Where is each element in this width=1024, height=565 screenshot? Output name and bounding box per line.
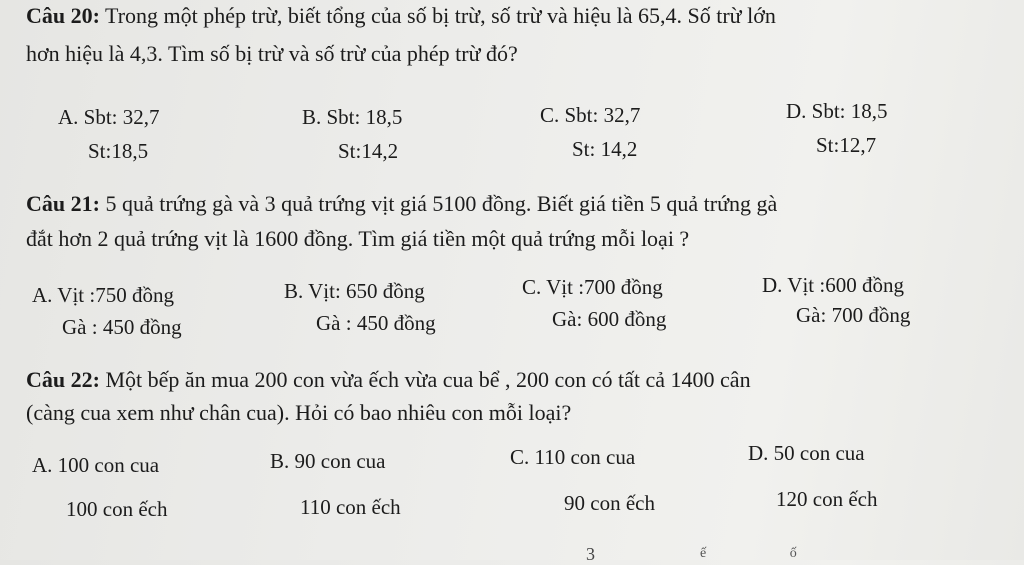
- q20-option-c-line-1: C. Sbt: 32,7: [540, 103, 641, 127]
- q22-option-b-line-1: B. 90 con cua: [270, 449, 386, 473]
- q21-option-a-line-1: A. Vịt :750 đồng: [32, 283, 174, 307]
- cut-off-next-line: ế ố: [700, 546, 837, 561]
- q20-line-1: [26, 2, 1004, 30]
- q22-option-d-line-2: 120 con ếch: [776, 487, 878, 511]
- q20-option-d-line-2: St:12,7: [816, 133, 877, 157]
- q22-option-b-line-2: 110 con ếch: [300, 495, 401, 519]
- page-number: 3: [586, 544, 595, 564]
- q21-line-2: đắt hơn 2 quả trứng vịt là 1600 đồng. Tìm giá tiền một quả trứng mỗi loại ?: [26, 226, 690, 251]
- q22-text-1: Một bếp ăn mua 200 con vừa ếch vừa cua bể , 200 con có tất cả 1400 cân: [99, 367, 751, 392]
- q20-option-a-line-1: A. Sbt: 32,7: [58, 105, 160, 129]
- q20-line-2: hơn hiệu là 4,3. Tìm số bị trừ và số trừ của phép trừ đó?: [26, 41, 518, 66]
- q21-option-d-line-2: Gà: 700 đồng: [796, 303, 911, 327]
- q20-text-1: Trong một phép trừ, biết tổng của số bị trừ, số trừ và hiệu là 65,4. Số trừ lớn: [99, 3, 776, 28]
- q22-option-c-line-1: C. 110 con cua: [510, 445, 636, 469]
- q22-line-2: (càng cua xem như chân cua). Hỏi có bao nhiêu con mỗi loại?: [26, 400, 572, 425]
- q20-option-b-line-1: B. Sbt: 18,5: [302, 105, 403, 129]
- q20-option-d-line-1: D. Sbt: 18,5: [786, 99, 888, 123]
- q22-option-a-line-1: A. 100 con cua: [32, 453, 160, 477]
- q20-label: Câu 20:: [26, 3, 100, 28]
- q21-option-b-line-1: B. Vịt: 650 đồng: [284, 279, 425, 303]
- q21-option-a-line-2: Gà : 450 đồng: [62, 315, 182, 339]
- q21-option-c-line-1: C. Vịt :700 đồng: [522, 275, 663, 299]
- q20-option-b-line-2: St:14,2: [338, 139, 399, 163]
- q22-option-d-line-1: D. 50 con cua: [748, 441, 865, 465]
- q20-option-c-line-2: St: 14,2: [572, 137, 638, 161]
- q21-label: Câu 21:: [26, 191, 100, 216]
- q21-option-b-line-2: Gà : 450 đồng: [316, 311, 436, 335]
- q21-option-c-line-2: Gà: 600 đồng: [552, 307, 667, 331]
- q22-option-c-line-2: 90 con ếch: [564, 491, 655, 515]
- q21-option-d-line-1: D. Vịt :600 đồng: [762, 273, 904, 297]
- q22-option-a-line-2: 100 con ếch: [66, 497, 168, 521]
- q20-option-a-line-2: St:18,5: [88, 139, 149, 163]
- q22-label: Câu 22:: [26, 367, 100, 392]
- q22-line-1: [26, 366, 1004, 394]
- q21-text-1: 5 quả trứng gà và 3 quả trứng vịt giá 5100 đồng. Biết giá tiền 5 quả trứng gà: [99, 191, 778, 216]
- q21-line-1: [26, 190, 1004, 218]
